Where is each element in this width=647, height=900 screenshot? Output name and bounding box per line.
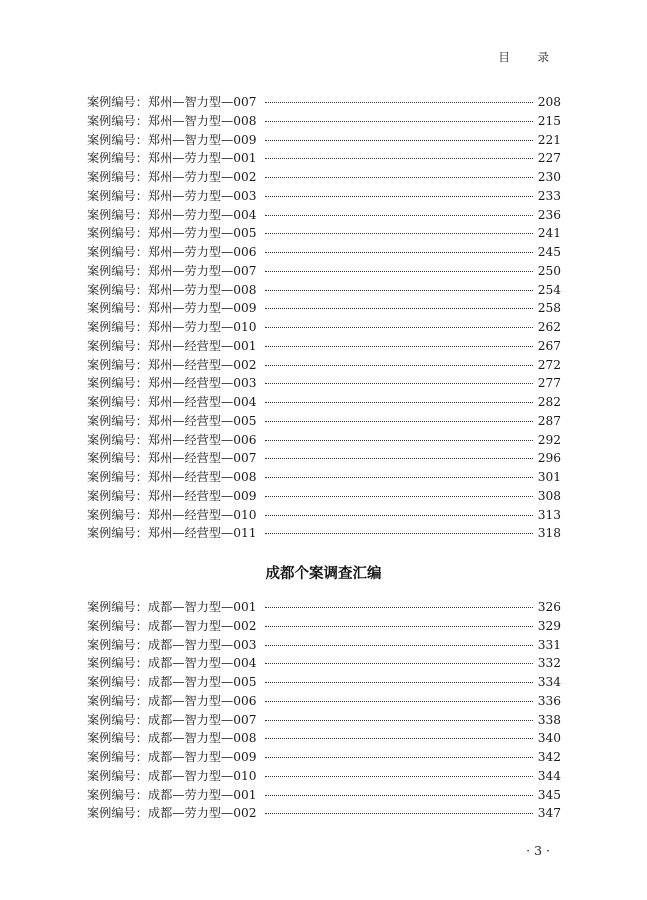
dot-leader	[265, 307, 533, 309]
toc-entry-page-number: 287	[537, 413, 561, 428]
toc-entry-label: 案例编号：郑州—劳力型—006	[87, 245, 257, 259]
dot-leader	[265, 214, 533, 216]
toc-entry[interactable]	[87, 468, 561, 487]
toc-entry-page-number: 342	[537, 750, 561, 764]
toc-entry-page-number: 208	[537, 95, 561, 109]
toc-entry-label: 案例编号：成都—智力型—010	[87, 768, 257, 783]
toc-entry[interactable]	[87, 748, 561, 767]
toc-entry-label: 案例编号：郑州—劳力型—002	[87, 170, 257, 184]
dot-leader	[265, 270, 533, 272]
toc-entry[interactable]	[87, 431, 561, 450]
dot-leader	[265, 364, 533, 366]
toc-entry[interactable]	[87, 187, 561, 206]
page-number: · 3 ·	[526, 843, 550, 858]
section-heading-chengdu: 成都个案调查汇编	[265, 566, 382, 582]
toc-entry[interactable]	[87, 804, 561, 823]
toc-entry-label: 案例编号：成都—劳力型—001	[87, 787, 257, 802]
toc-entry[interactable]	[87, 636, 561, 655]
dot-leader	[265, 476, 533, 478]
toc-entry-label: 案例编号：郑州—智力型—007	[87, 95, 257, 109]
toc-entry[interactable]	[87, 692, 561, 711]
toc-entry-page-number: 308	[537, 488, 561, 503]
dot-leader	[265, 326, 533, 328]
toc-entry-label: 案例编号：郑州—经营型—001	[87, 338, 257, 353]
toc-entry[interactable]	[87, 356, 561, 375]
toc-entry-label: 案例编号：郑州—经营型—011	[87, 526, 257, 541]
toc-entry[interactable]	[87, 524, 561, 543]
toc-entry-label: 案例编号：成都—劳力型—002	[87, 806, 257, 821]
dot-leader	[265, 700, 533, 702]
toc-entry[interactable]	[87, 243, 561, 262]
toc-entry-page-number: 241	[537, 226, 561, 241]
toc-entry-label: 案例编号：郑州—经营型—008	[87, 470, 257, 484]
toc-entry-page-number: 292	[537, 432, 561, 447]
toc-entry-page-number: 345	[537, 787, 561, 802]
dot-leader	[265, 532, 533, 534]
toc-entry[interactable]	[87, 767, 561, 786]
dot-leader	[265, 157, 533, 159]
toc-entry-label: 案例编号：郑州—经营型—010	[87, 507, 257, 522]
toc-entry-label: 案例编号：郑州—经营型—004	[87, 395, 257, 409]
dot-leader	[265, 382, 533, 384]
toc-entry-label: 案例编号：成都—智力型—005	[87, 675, 257, 689]
toc-entry-page-number: 250	[537, 263, 561, 278]
toc-entry[interactable]	[87, 299, 561, 318]
toc-entry[interactable]	[87, 131, 561, 150]
dot-leader	[265, 737, 533, 739]
toc-entry-page-number: 347	[537, 806, 561, 821]
toc-entry-label: 案例编号：成都—智力型—007	[87, 712, 257, 727]
dot-leader	[265, 681, 533, 683]
dot-leader	[265, 251, 533, 253]
toc-entry-page-number: 272	[537, 357, 561, 372]
toc-list-chengdu	[87, 598, 561, 823]
toc-entry[interactable]	[87, 374, 561, 393]
toc-entry-page-number: 262	[537, 320, 561, 334]
dot-leader	[265, 139, 533, 141]
toc-entry-page-number: 334	[537, 675, 561, 689]
toc-entry[interactable]	[87, 224, 561, 243]
dot-leader	[265, 812, 533, 814]
toc-entry-label: 案例编号：郑州—智力型—009	[87, 132, 257, 147]
dot-leader	[265, 345, 533, 347]
running-header-title: 目 录	[498, 50, 561, 64]
toc-entry-label: 案例编号：郑州—经营型—007	[87, 451, 257, 466]
toc-entry-label: 案例编号：郑州—劳力型—004	[87, 207, 257, 222]
toc-list-zhengzhou	[87, 93, 561, 543]
dot-leader	[265, 176, 533, 178]
toc-entry[interactable]	[87, 168, 561, 187]
toc-entry-label: 案例编号：郑州—经营型—002	[87, 357, 257, 372]
dot-leader	[265, 439, 533, 441]
dot-leader	[265, 120, 533, 122]
toc-entry-page-number: 254	[537, 282, 561, 297]
toc-entry[interactable]	[87, 449, 561, 468]
toc-entry-page-number: 233	[537, 188, 561, 203]
toc-entry-page-number: 331	[537, 637, 561, 652]
toc-entry-label: 案例编号：郑州—劳力型—003	[87, 188, 257, 203]
toc-entry-label: 案例编号：成都—智力型—003	[87, 637, 257, 652]
dot-leader	[265, 289, 533, 291]
toc-entry-label: 案例编号：郑州—经营型—003	[87, 376, 257, 391]
toc-entry[interactable]	[87, 112, 561, 131]
dot-leader	[265, 644, 533, 646]
toc-entry-label: 案例编号：郑州—劳力型—010	[87, 320, 257, 334]
toc-entry-label: 案例编号：郑州—经营型—005	[87, 413, 257, 428]
toc-entry[interactable]	[87, 318, 561, 337]
dot-leader	[265, 514, 533, 516]
toc-entry[interactable]	[87, 412, 561, 431]
toc-entry-page-number: 282	[537, 395, 561, 409]
toc-entry[interactable]	[87, 673, 561, 692]
toc-entry[interactable]	[87, 786, 561, 805]
toc-entry[interactable]	[87, 487, 561, 506]
toc-entry-page-number: 227	[537, 151, 561, 166]
toc-entry-page-number: 301	[537, 470, 561, 484]
dot-leader	[265, 420, 533, 422]
dot-leader	[265, 719, 533, 721]
dot-leader	[265, 195, 533, 197]
toc-entry[interactable]	[87, 711, 561, 730]
toc-entry[interactable]	[87, 93, 561, 112]
dot-leader	[265, 775, 533, 777]
toc-entry[interactable]	[87, 337, 561, 356]
dot-leader	[265, 662, 533, 664]
toc-entry-label: 案例编号：成都—智力型—008	[87, 731, 257, 746]
toc-entry-label: 案例编号：郑州—劳力型—007	[87, 263, 257, 278]
toc-entry-page-number: 236	[537, 207, 561, 222]
toc-entry-page-number: 230	[537, 170, 561, 184]
toc-entry-page-number: 332	[537, 656, 561, 671]
toc-entry-page-number: 267	[537, 338, 561, 353]
toc-entry-label: 案例编号：成都—智力型—009	[87, 750, 257, 764]
toc-entry-label: 案例编号：郑州—劳力型—001	[87, 151, 257, 166]
toc-entry-page-number: 221	[537, 132, 561, 147]
dot-leader	[265, 794, 533, 796]
toc-entry-label: 案例编号：成都—智力型—002	[87, 618, 257, 633]
dot-leader	[265, 756, 533, 758]
toc-entry-page-number: 326	[537, 600, 561, 614]
toc-entry-label: 案例编号：成都—智力型—004	[87, 656, 257, 671]
toc-entry[interactable]	[87, 393, 561, 412]
toc-entry-page-number: 245	[537, 245, 561, 259]
toc-entry[interactable]	[87, 149, 561, 168]
toc-entry[interactable]	[87, 617, 561, 636]
dot-leader	[265, 457, 533, 459]
dot-leader	[265, 401, 533, 403]
toc-entry-page-number: 336	[537, 693, 561, 708]
toc-entry-label: 案例编号：郑州—经营型—006	[87, 432, 257, 447]
toc-entry-label: 案例编号：郑州—劳力型—005	[87, 226, 257, 241]
toc-entry[interactable]	[87, 206, 561, 225]
toc-entry-page-number: 340	[537, 731, 561, 746]
dot-leader	[265, 232, 533, 234]
dot-leader	[265, 625, 533, 627]
toc-entry-page-number: 258	[537, 301, 561, 316]
toc-entry[interactable]	[87, 654, 561, 673]
toc-entry-page-number: 296	[537, 451, 561, 466]
toc-entry-page-number: 329	[537, 618, 561, 633]
toc-entry-page-number: 338	[537, 712, 561, 727]
toc-entry[interactable]	[87, 729, 561, 748]
dot-leader	[265, 606, 533, 608]
toc-entry-page-number: 313	[537, 507, 561, 522]
toc-entry[interactable]	[87, 598, 561, 617]
toc-entry[interactable]	[87, 281, 561, 300]
toc-entry-label: 案例编号：成都—智力型—006	[87, 693, 257, 708]
toc-entry-page-number: 318	[537, 526, 561, 541]
toc-entry-page-number: 344	[537, 768, 561, 783]
dot-leader	[265, 495, 533, 497]
toc-entry-label: 案例编号：成都—智力型—001	[87, 600, 257, 614]
dot-leader	[265, 101, 533, 103]
toc-entry-label: 案例编号：郑州—经营型—009	[87, 488, 257, 503]
toc-entry-page-number: 277	[537, 376, 561, 391]
toc-entry[interactable]	[87, 506, 561, 525]
toc-entry[interactable]	[87, 262, 561, 281]
toc-entry-label: 案例编号：郑州—劳力型—009	[87, 301, 257, 316]
toc-entry-page-number: 215	[537, 113, 561, 128]
toc-entry-label: 案例编号：郑州—劳力型—008	[87, 282, 257, 297]
toc-entry-label: 案例编号：郑州—智力型—008	[87, 113, 257, 128]
